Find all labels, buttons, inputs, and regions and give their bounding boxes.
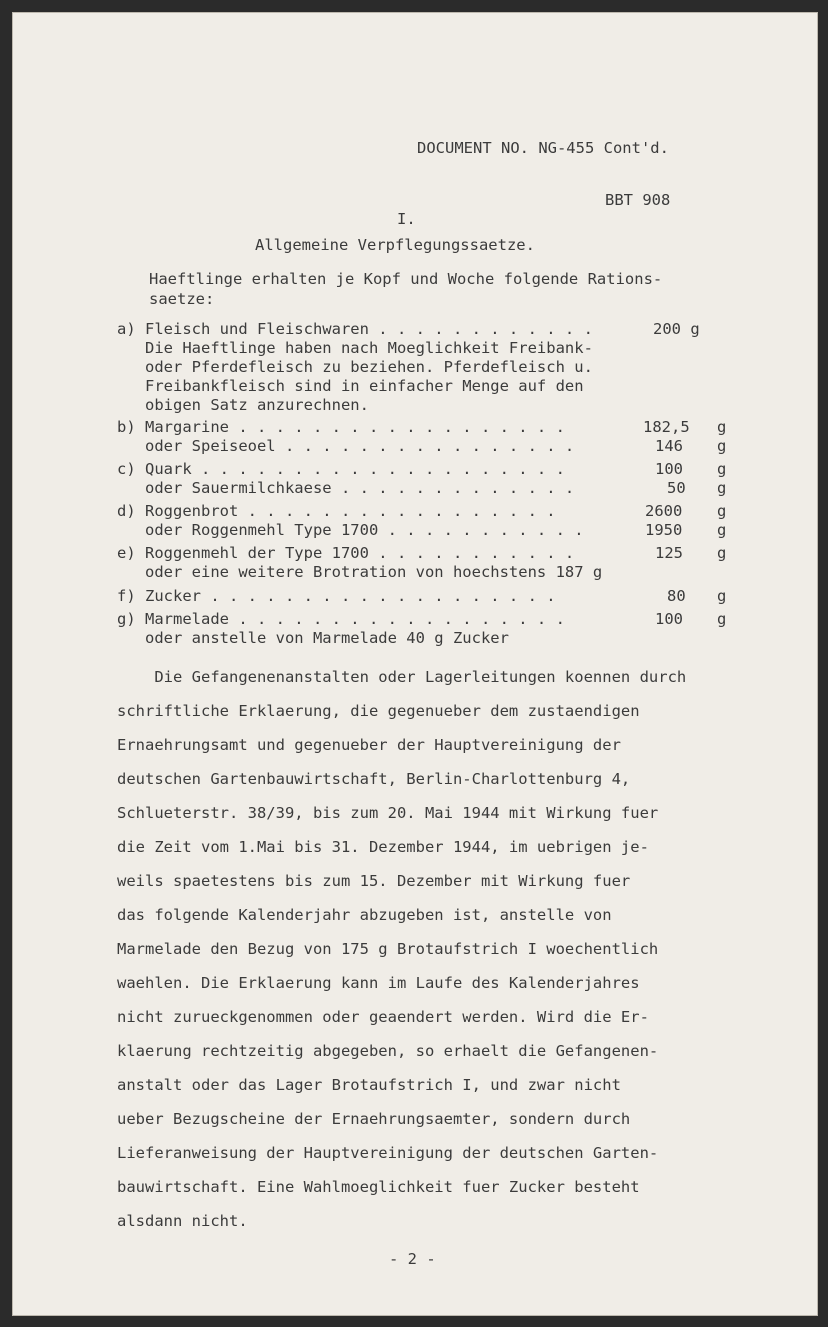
item-a-note-1: Die Haeftlinge haben nach Moeglichkeit Freibank-: [117, 339, 593, 357]
item-d-amount: 2600: [645, 502, 683, 520]
paragraph-line-6: die Zeit vom 1.Mai bis 31. Dezember 1944, im uebrigen je-: [117, 838, 649, 856]
item-c-text: c) Quark . . . . . . . . . . . . . . . . . . . .: [117, 460, 565, 478]
item-a-amount: 200 g: [653, 320, 700, 338]
document-number: DOCUMENT NO. NG-455 Cont'd.: [417, 139, 669, 157]
item-d-alt-amount: 1950: [645, 521, 683, 539]
item-e-amount: 125: [655, 544, 683, 562]
paragraph-line-10: waehlen. Die Erklaerung kann im Laufe des Kalenderjahres: [117, 974, 640, 992]
item-c-amount: 100: [655, 460, 683, 478]
document-page: [12, 12, 818, 1316]
item-b-alt-text: oder Speiseoel . . . . . . . . . . . . . . . .: [117, 437, 575, 455]
item-b-alt-amount: 146: [655, 437, 683, 455]
paragraph-line-5: Schlueterstr. 38/39, bis zum 20. Mai 1944 mit Wirkung fuer: [117, 804, 659, 822]
intro-line-2: saetze:: [149, 290, 215, 308]
item-d-alt-text: oder Roggenmehl Type 1700 . . . . . . . . . . .: [117, 521, 584, 539]
item-g-text: g) Marmelade . . . . . . . . . . . . . . . . . .: [117, 610, 565, 628]
paragraph-line-8: das folgende Kalenderjahr abzugeben ist, anstelle von: [117, 906, 612, 924]
item-d-unit: g: [717, 502, 727, 520]
item-c-unit: g: [717, 460, 727, 478]
paragraph-line-11: nicht zurueckgenommen oder geaendert werden. Wird die Er-: [117, 1008, 649, 1026]
item-e-alt-text: oder eine weitere Brotration von hoechstens 187 g: [117, 563, 603, 581]
paragraph-line-7: weils spaetestens bis zum 15. Dezember mit Wirkung fuer: [117, 872, 631, 890]
intro-line-1: Haeftlinge erhalten je Kopf und Woche folgende Rations-: [149, 270, 663, 288]
section-title: Allgemeine Verpflegungssaetze.: [255, 236, 535, 254]
item-e-unit: g: [717, 544, 727, 562]
item-a-text: a) Fleisch und Fleischwaren . . . . . . . . . . . .: [117, 320, 593, 338]
paragraph-line-15: Lieferanweisung der Hauptvereinigung der deutschen Garten-: [117, 1144, 659, 1162]
paragraph-line-2: schriftliche Erklaerung, die gegenueber dem zustaendigen: [117, 702, 640, 720]
item-b-text: b) Margarine . . . . . . . . . . . . . . . . . .: [117, 418, 565, 436]
item-c-alt-amount: 50: [667, 479, 686, 497]
item-a-note-4: obigen Satz anzurechnen.: [117, 396, 369, 414]
paragraph-line-3: Ernaehrungsamt und gegenueber der Hauptvereinigung der: [117, 736, 621, 754]
paragraph-line-14: ueber Bezugscheine der Ernaehrungsaemter, sondern durch: [117, 1110, 631, 1128]
item-a-note-3: Freibankfleisch sind in einfacher Menge auf den: [117, 377, 584, 395]
item-b-alt-unit: g: [717, 437, 727, 455]
section-number: I.: [397, 210, 416, 228]
item-d-alt-unit: g: [717, 521, 727, 539]
item-c-alt-text: oder Sauermilchkaese . . . . . . . . . . . . .: [117, 479, 575, 497]
item-e-text: e) Roggenmehl der Type 1700 . . . . . . . . . . .: [117, 544, 575, 562]
item-g-amount: 100: [655, 610, 683, 628]
page-number: - 2 -: [389, 1250, 436, 1268]
item-f-unit: g: [717, 587, 727, 605]
paragraph-line-4: deutschen Gartenbauwirtschaft, Berlin-Charlottenburg 4,: [117, 770, 631, 788]
item-b-unit: g: [717, 418, 727, 436]
item-f-text: f) Zucker . . . . . . . . . . . . . . . . . . .: [117, 587, 556, 605]
item-a-note-2: oder Pferdefleisch zu beziehen. Pferdefleisch u.: [117, 358, 593, 376]
paragraph-line-16: bauwirtschaft. Eine Wahlmoeglichkeit fuer Zucker besteht: [117, 1178, 640, 1196]
item-f-amount: 80: [667, 587, 686, 605]
item-g-alt-text: oder anstelle von Marmelade 40 g Zucker: [117, 629, 509, 647]
document-reference: BBT 908: [605, 191, 671, 209]
paragraph-line-13: anstalt oder das Lager Brotaufstrich I, und zwar nicht: [117, 1076, 621, 1094]
paragraph-line-9: Marmelade den Bezug von 175 g Brotaufstrich I woechentlich: [117, 940, 659, 958]
paragraph-line-1: Die Gefangenenanstalten oder Lagerleitungen koennen durch: [117, 668, 687, 686]
paragraph-line-12: klaerung rechtzeitig abgegeben, so erhaelt die Gefangenen-: [117, 1042, 659, 1060]
paragraph-line-17: alsdann nicht.: [117, 1212, 248, 1230]
item-g-unit: g: [717, 610, 727, 628]
item-d-text: d) Roggenbrot . . . . . . . . . . . . . . . . .: [117, 502, 556, 520]
item-b-amount: 182,5: [643, 418, 690, 436]
item-c-alt-unit: g: [717, 479, 727, 497]
